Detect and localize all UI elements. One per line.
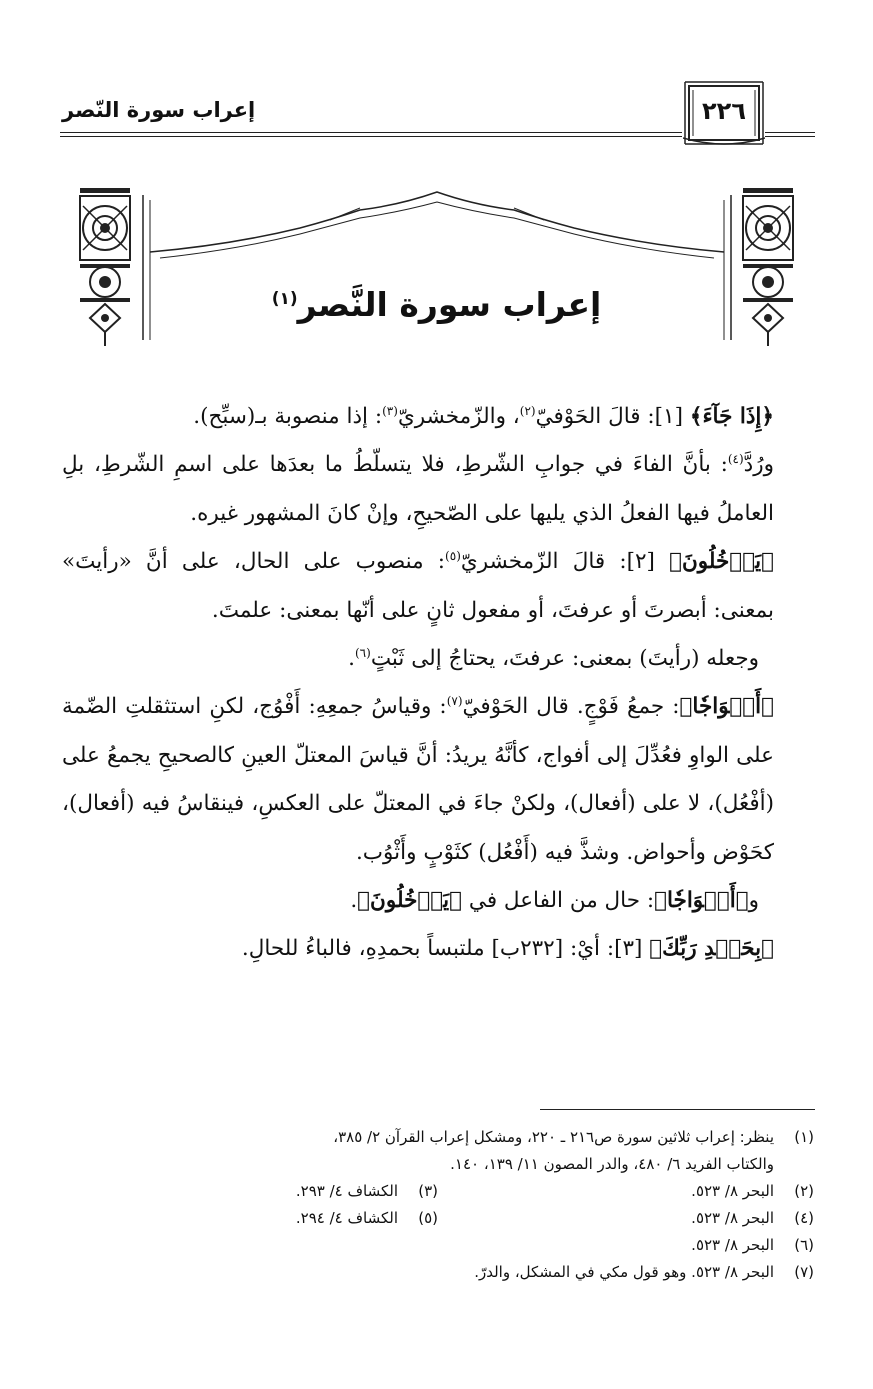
footnote-1-continued: والكتاب الفريد ٦/ ٤٨٠، والدر المصون ١١/ ١٣٩، ١٤٠. <box>450 1155 774 1173</box>
paragraph-1 <box>62 393 814 441</box>
paragraph-5 <box>62 683 814 877</box>
footnote-number: (٦) <box>794 1236 814 1254</box>
footnote-separator <box>540 1109 815 1110</box>
quran-quote: ﴿بِحَمۡدِ رَبِّكَ﴾ <box>649 936 774 962</box>
footnote-3 <box>62 1178 438 1205</box>
paragraph-2 <box>62 441 814 538</box>
footnote-ref: (٧) <box>446 694 463 709</box>
text: [١]: قالَ الحَوْفيّ <box>535 404 690 429</box>
page-number: ٢٢٦ <box>702 97 746 125</box>
footnote-number: (٣) <box>418 1182 438 1200</box>
footnote-number: (٧) <box>794 1263 814 1281</box>
footnote-4 <box>438 1205 814 1232</box>
footnote-6 <box>62 1232 814 1259</box>
paragraph-6 <box>62 877 814 925</box>
footnote-number: (١) <box>794 1128 814 1146</box>
footnote-ref: (٦) <box>354 645 371 660</box>
text: : وقياسُ جمعِهِ: أَفْوُج، لكنِ استثقلتِ الضّمة على الواوِ فعُدِّلَ إلى أفواج، كأنَّهُ يريدُ: أنَّ قياسَ المعتلّ العينِ كالصحيحِ يجمعُ على (أفْعُل)، لا على (أفعال)، ولكنْ جاءَ في المعتلّ على العكسِ، فينقاسُ فيه (أفعال)، كحَوْض وأحواض. وشذَّ فيه (أَفْعُل) كثَوْبٍ وأَثْوُب. <box>62 694 774 865</box>
footnote-number: (٢) <box>794 1182 814 1200</box>
paragraph-7 <box>62 925 814 973</box>
footnote-text: البحر ٨/ ٥٢٣. <box>691 1236 774 1254</box>
title-footnote-ref: (١) <box>271 289 298 309</box>
footnote-5 <box>62 1205 438 1232</box>
text: : حال من الفاعل في <box>462 888 655 914</box>
header-rule-left <box>60 132 682 137</box>
text: . <box>348 646 355 672</box>
footnote-text: البحر ٨/ ٥٢٣. <box>691 1209 774 1227</box>
footnote-text: البحر ٨/ ٥٢٣. وهو قول مكي في المشكل، والدرّ. <box>474 1263 774 1281</box>
footnote-ref: (٥) <box>445 549 461 564</box>
footnote-number: (٥) <box>418 1209 438 1227</box>
body-text <box>62 393 814 974</box>
footnote-number: (٤) <box>794 1209 814 1227</box>
title-ornament <box>0 170 873 370</box>
running-title: إعراب سورة النّصر <box>62 98 256 122</box>
paragraph-3 <box>62 538 814 635</box>
text: ورُدَّ <box>743 452 774 478</box>
surah-title <box>0 285 873 324</box>
quran-quote: ﴿أَفۡوَاجٗا﴾ <box>679 694 775 720</box>
running-header <box>0 78 873 150</box>
header-rule-right <box>765 132 815 137</box>
quran-quote: ﴿يَدۡخُلُونَ﴾ <box>357 888 463 914</box>
footnote-7 <box>62 1259 814 1286</box>
footnote-ref: (٣) <box>382 403 398 418</box>
text: : منصوب على الحال، على أنَّ «رأيتَ» بمعنى: أبصرتَ أو عرفتَ، أو مفعول ثانٍ على أنّها بمعنى: علمتَ. <box>62 549 774 623</box>
surah-title-text: إعراب سورة النَّصر <box>297 285 602 324</box>
footnote-ref: (٢) <box>519 403 536 418</box>
footnote-text: ينظر: إعراب ثلاثين سورة ص٢١٦ ـ ٢٢٠، ومشكل إعراب القرآن ٢/ ٣٨٥، <box>333 1128 774 1146</box>
text: : بأنَّ الفاءَ في جوابِ الشّرطِ، فلا يتسلّطُ ما بعدَها على اسمِ الشّرطِ، بلِ العاملُ فيها الفعلُ الذي يليها على الصّحيحِ، وإنْ كانَ المشهور غيره. <box>62 452 774 526</box>
footnotes <box>62 1124 814 1286</box>
text: وجعله (رأيتَ) بمعنى: عرفتَ، يحتاجُ إلى ثَبْتٍ <box>370 646 759 672</box>
text: : إذا منصوبة بـ(سبِّح). <box>193 404 383 429</box>
text: و <box>748 888 759 914</box>
text: : جمعُ فَوْجٍ. قال الحَوْفيّ <box>462 694 680 720</box>
footnote-1 <box>62 1124 814 1151</box>
quran-quote: ﴿يَدۡخُلُونَ﴾ <box>669 549 774 575</box>
footnote-row <box>62 1178 814 1205</box>
footnote-row <box>62 1205 814 1232</box>
footnote-text: الكشاف ٤/ ٢٩٣. <box>295 1182 398 1200</box>
text: [٣]: أيْ: [٢٣٢ب] ملتبساً بحمدِهِ، فالباءُ للحالِ. <box>241 936 650 962</box>
quran-quote: ﴿إِذَا جَآءَ﴾ <box>689 404 774 429</box>
quran-quote: ﴿أَفۡوَاجٗا﴾ <box>654 888 749 914</box>
text: [٢]: قالَ الزّمخشريّ <box>460 549 670 575</box>
footnote-ref: (٤) <box>727 452 744 467</box>
text: . <box>350 888 358 914</box>
paragraph-4 <box>62 635 814 683</box>
footnote-text: الكشاف ٤/ ٢٩٤. <box>295 1209 398 1227</box>
text: ، والزّمخشريّ <box>397 404 520 429</box>
footnote-2 <box>438 1178 814 1205</box>
footnote-text: البحر ٨/ ٥٢٣. <box>691 1182 774 1200</box>
